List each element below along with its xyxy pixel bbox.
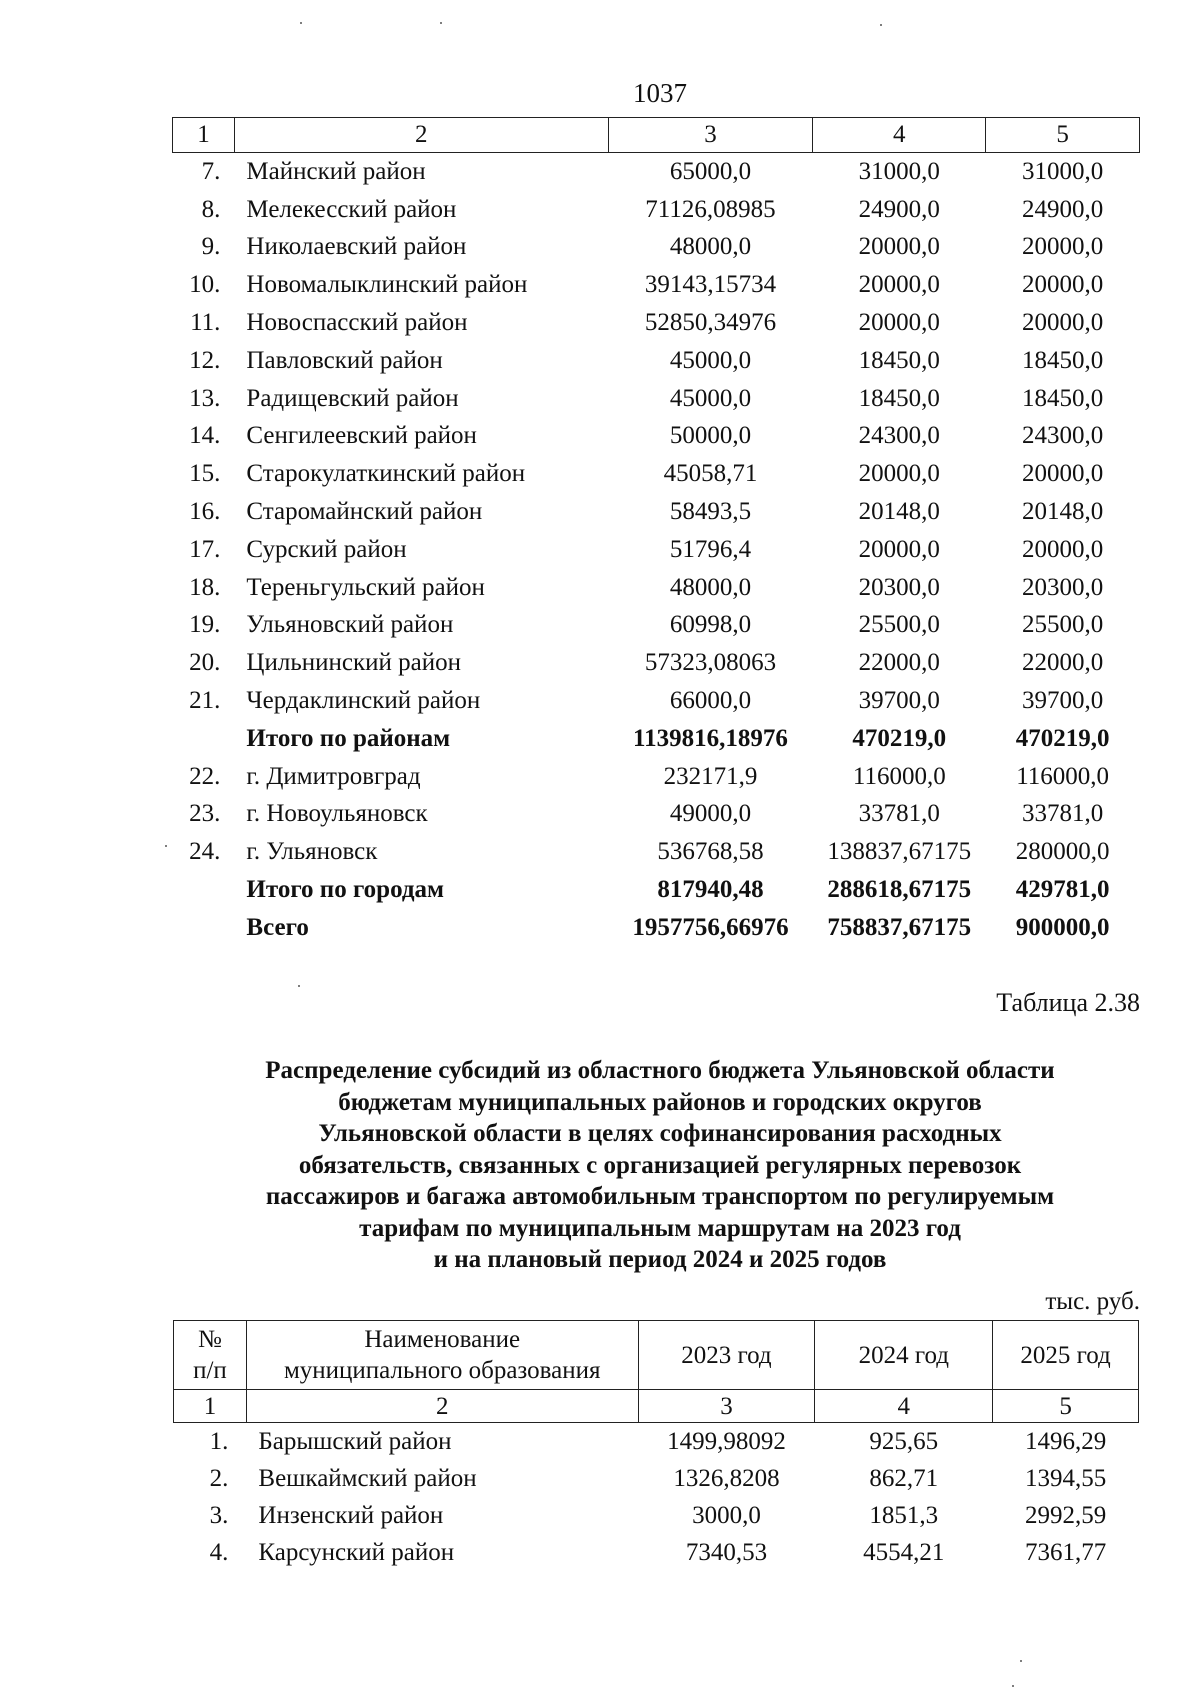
value-2024: 4554,21	[863, 1538, 945, 1566]
value-2023: 49000,0	[669, 800, 752, 828]
table-label: Таблица 2.38	[996, 988, 1140, 1017]
value-2025: 20300,0	[1021, 573, 1104, 601]
table-row	[173, 380, 1140, 418]
value-2023: 51796,4	[669, 535, 752, 563]
row-number: 9.	[201, 233, 221, 261]
value-2025: 24300,0	[1021, 422, 1104, 450]
table-row	[173, 871, 1140, 909]
value-2025: 900000,0	[1015, 913, 1110, 941]
row-number: 3.	[209, 1501, 229, 1529]
title-line: бюджетам муниципальных районов и городских округов	[338, 1088, 982, 1116]
municipality-name: Вешкаймский район	[258, 1464, 477, 1492]
value-2024: 20000,0	[858, 535, 940, 563]
municipality-name: Всего	[246, 913, 309, 941]
value-2023: 45000,0	[669, 384, 752, 412]
row-number: 4.	[209, 1538, 229, 1566]
value-2025: 20000,0	[1021, 535, 1104, 563]
table-row	[173, 909, 1140, 947]
value-2024: 31000,0	[858, 157, 940, 185]
units-label: тыс. руб.	[1045, 1288, 1140, 1315]
value-2023: 817940,48	[657, 876, 764, 904]
row-number	[173, 871, 235, 909]
municipality-name: Майнский район	[246, 157, 426, 185]
value-2025: 20000,0	[1021, 460, 1104, 488]
value-2024: 1851,3	[869, 1501, 939, 1529]
municipality-name: Сурский район	[246, 535, 407, 563]
table-row	[174, 1497, 1139, 1534]
value-2025: 20000,0	[1021, 271, 1104, 299]
value-2025: 1496,29	[1024, 1427, 1107, 1455]
scan-speck	[1020, 1660, 1022, 1662]
value-2024: 758837,67175	[827, 913, 972, 941]
column-index: 1	[174, 1390, 247, 1423]
value-2025: 22000,0	[1021, 649, 1104, 677]
table-row	[173, 304, 1140, 342]
value-2025: 429781,0	[1015, 876, 1110, 904]
municipality-name: Павловский район	[246, 346, 443, 374]
row-number: 17.	[189, 535, 221, 563]
row-number: 23.	[189, 800, 221, 828]
table-row	[173, 720, 1140, 758]
row-number	[173, 909, 235, 947]
value-2025: 20148,0	[1021, 498, 1104, 526]
column-index: 4	[815, 1390, 993, 1423]
table-row	[173, 455, 1140, 493]
municipality-name: Карсунский район	[258, 1538, 455, 1566]
table-row	[173, 833, 1140, 871]
header-2025: 2025 год	[993, 1321, 1139, 1390]
title-line: и на плановый период 2024 и 2025 годов	[433, 1246, 887, 1273]
municipality-name: Новоспасский район	[246, 309, 468, 337]
value-2025: 33781,0	[1021, 800, 1104, 828]
row-number: 1.	[209, 1427, 229, 1455]
row-number: 14.	[189, 422, 221, 450]
title-line: пассажиров и багажа автомобильным транспортом по регулируемым	[265, 1183, 1055, 1210]
table-row	[173, 569, 1140, 607]
municipality-name: Новомалыклинский район	[246, 271, 528, 299]
value-2023: 66000,0	[669, 687, 752, 715]
value-2023: 48000,0	[669, 573, 752, 601]
value-2024: 18450,0	[858, 384, 940, 412]
value-2025: 24900,0	[1021, 195, 1104, 223]
municipality-name: Барышский район	[258, 1427, 452, 1455]
column-index: 2	[234, 118, 608, 153]
municipality-name: Сенгилеевский район	[246, 422, 477, 450]
header-number: № п/п	[174, 1321, 247, 1390]
row-number: 21.	[189, 687, 221, 715]
municipality-name: Радищевский район	[246, 384, 459, 412]
value-2025: 116000,0	[1016, 762, 1110, 790]
municipality-name: г. Димитровград	[246, 762, 421, 790]
value-2024: 24900,0	[858, 195, 940, 223]
table-row	[174, 1460, 1139, 1497]
value-2024: 39700,0	[858, 687, 940, 715]
value-2023: 57323,08063	[644, 649, 777, 677]
municipality-name: Цильнинский район	[246, 649, 461, 677]
header-2024: 2024 год	[815, 1321, 993, 1390]
value-2023: 48000,0	[669, 233, 752, 261]
table-row	[173, 418, 1140, 456]
table-row	[173, 342, 1140, 380]
column-index: 3	[608, 118, 813, 153]
column-index-row	[173, 118, 1140, 153]
value-2024: 288618,67175	[827, 876, 972, 904]
municipality-name: Инзенский район	[258, 1501, 444, 1529]
value-2023: 45000,0	[669, 346, 752, 374]
value-2023: 3000,0	[692, 1501, 761, 1529]
scan-speck	[165, 845, 167, 847]
page-number: 1037	[633, 78, 687, 108]
row-number: 10.	[189, 271, 221, 299]
table-row	[173, 644, 1140, 682]
value-2023: 60998,0	[669, 611, 752, 639]
table-row	[173, 153, 1140, 191]
municipality-name: Старомайнский район	[246, 498, 483, 526]
table-row	[173, 266, 1140, 304]
value-2024: 22000,0	[858, 649, 940, 677]
column-index-row	[174, 1390, 1139, 1423]
value-2025: 20000,0	[1021, 233, 1104, 261]
table-row	[173, 682, 1140, 720]
column-index: 1	[173, 118, 235, 153]
table-row	[173, 191, 1140, 229]
row-number: 8.	[201, 195, 221, 223]
value-2025: 280000,0	[1015, 838, 1110, 866]
row-number: 22.	[189, 762, 221, 790]
table-row	[173, 493, 1140, 531]
column-index: 5	[986, 118, 1140, 153]
row-number: 16.	[189, 498, 221, 526]
table-title	[180, 1055, 1140, 1276]
value-2024: 20000,0	[858, 271, 940, 299]
municipality-name: Итого по городам	[246, 876, 445, 904]
value-2025: 7361,77	[1024, 1538, 1107, 1566]
value-2023: 1139816,18976	[633, 724, 788, 752]
value-2024: 138837,67175	[827, 838, 972, 866]
value-2024: 20000,0	[858, 309, 940, 337]
municipality-name: Старокулаткинский район	[246, 460, 526, 488]
municipality-name: Ульяновский район	[246, 611, 454, 639]
subsidy-table-2-38	[173, 1320, 1139, 1571]
municipality-name: Мелекесский район	[246, 195, 457, 223]
table-row	[173, 796, 1140, 834]
municipality-name: Итого по районам	[246, 724, 451, 752]
scan-speck	[1012, 1685, 1014, 1687]
value-2025: 31000,0	[1021, 157, 1104, 185]
table-row	[173, 229, 1140, 267]
value-2024: 20000,0	[858, 460, 940, 488]
value-2023: 232171,9	[663, 762, 758, 790]
value-2025: 18450,0	[1021, 384, 1104, 412]
column-index: 5	[993, 1390, 1139, 1423]
row-number: 13.	[189, 384, 221, 412]
row-number: 15.	[189, 460, 221, 488]
row-number: 11.	[190, 309, 221, 337]
table-row	[173, 531, 1140, 569]
scan-speck	[298, 985, 300, 987]
column-index: 4	[813, 118, 986, 153]
value-2023: 58493,5	[669, 498, 752, 526]
value-2023: 7340,53	[685, 1538, 768, 1566]
row-number: 18.	[189, 573, 221, 601]
value-2025: 2992,59	[1024, 1501, 1107, 1529]
value-2023: 1499,98092	[667, 1427, 786, 1455]
scan-speck	[440, 22, 442, 24]
value-2024: 33781,0	[858, 800, 940, 828]
value-2025: 18450,0	[1021, 346, 1104, 374]
title-line: Распределение субсидий из областного бюджета Ульяновской области	[265, 1057, 1055, 1084]
value-2024: 20300,0	[858, 573, 940, 601]
value-2023: 65000,0	[669, 157, 752, 185]
value-2024: 470219,0	[852, 724, 947, 752]
table-row	[174, 1423, 1139, 1461]
value-2023: 71126,08985	[645, 195, 776, 223]
value-2024: 24300,0	[858, 422, 940, 450]
table-row	[173, 607, 1140, 645]
value-2024: 25500,0	[858, 611, 940, 639]
title-line: обязательств, связанных с организацией регулярных перевозок	[298, 1151, 1022, 1179]
value-2025: 1394,55	[1024, 1464, 1107, 1492]
scan-speck	[300, 22, 302, 24]
subsidy-table-continued	[172, 117, 1140, 947]
scan-speck	[880, 24, 882, 26]
value-2023: 1326,8208	[673, 1464, 780, 1492]
column-index: 2	[246, 1390, 638, 1423]
row-number	[173, 720, 235, 758]
header-row	[174, 1321, 1139, 1390]
header-municipality: Наименование муниципального образования	[246, 1321, 638, 1390]
municipality-name: Николаевский район	[246, 233, 467, 261]
value-2025: 39700,0	[1021, 687, 1104, 715]
value-2024: 18450,0	[858, 346, 940, 374]
value-2024: 862,71	[869, 1464, 939, 1492]
header-2023: 2023 год	[638, 1321, 815, 1390]
row-number: 20.	[189, 649, 221, 677]
value-2025: 20000,0	[1021, 309, 1104, 337]
column-index: 3	[638, 1390, 815, 1423]
table-row	[174, 1534, 1139, 1571]
title-line: Ульяновской области в целях софинансирования расходных	[318, 1120, 1002, 1147]
municipality-name: Чердаклинский район	[246, 687, 481, 715]
value-2025: 25500,0	[1021, 611, 1104, 639]
row-number: 2.	[209, 1464, 229, 1492]
row-number: 24.	[189, 838, 221, 866]
row-number: 12.	[189, 346, 221, 374]
value-2024: 20148,0	[858, 498, 940, 526]
value-2023: 536768,58	[657, 838, 764, 866]
value-2025: 470219,0	[1015, 724, 1110, 752]
value-2024: 116000,0	[852, 762, 946, 790]
table-row	[173, 758, 1140, 796]
value-2023: 52850,34976	[644, 309, 777, 337]
row-number: 19.	[189, 611, 221, 639]
row-number: 7.	[201, 157, 221, 185]
value-2023: 39143,15734	[644, 271, 777, 299]
value-2023: 50000,0	[669, 422, 752, 450]
municipality-name: г. Новоульяновск	[246, 800, 428, 828]
value-2024: 925,65	[869, 1427, 939, 1455]
value-2024: 20000,0	[858, 233, 940, 261]
value-2023: 1957756,66976	[632, 913, 789, 941]
title-line: тарифам по муниципальным маршрутам на 2023 год	[359, 1214, 961, 1242]
municipality-name: г. Ульяновск	[246, 838, 378, 866]
municipality-name: Тереньгульский район	[246, 573, 485, 601]
value-2023: 45058,71	[663, 460, 758, 488]
